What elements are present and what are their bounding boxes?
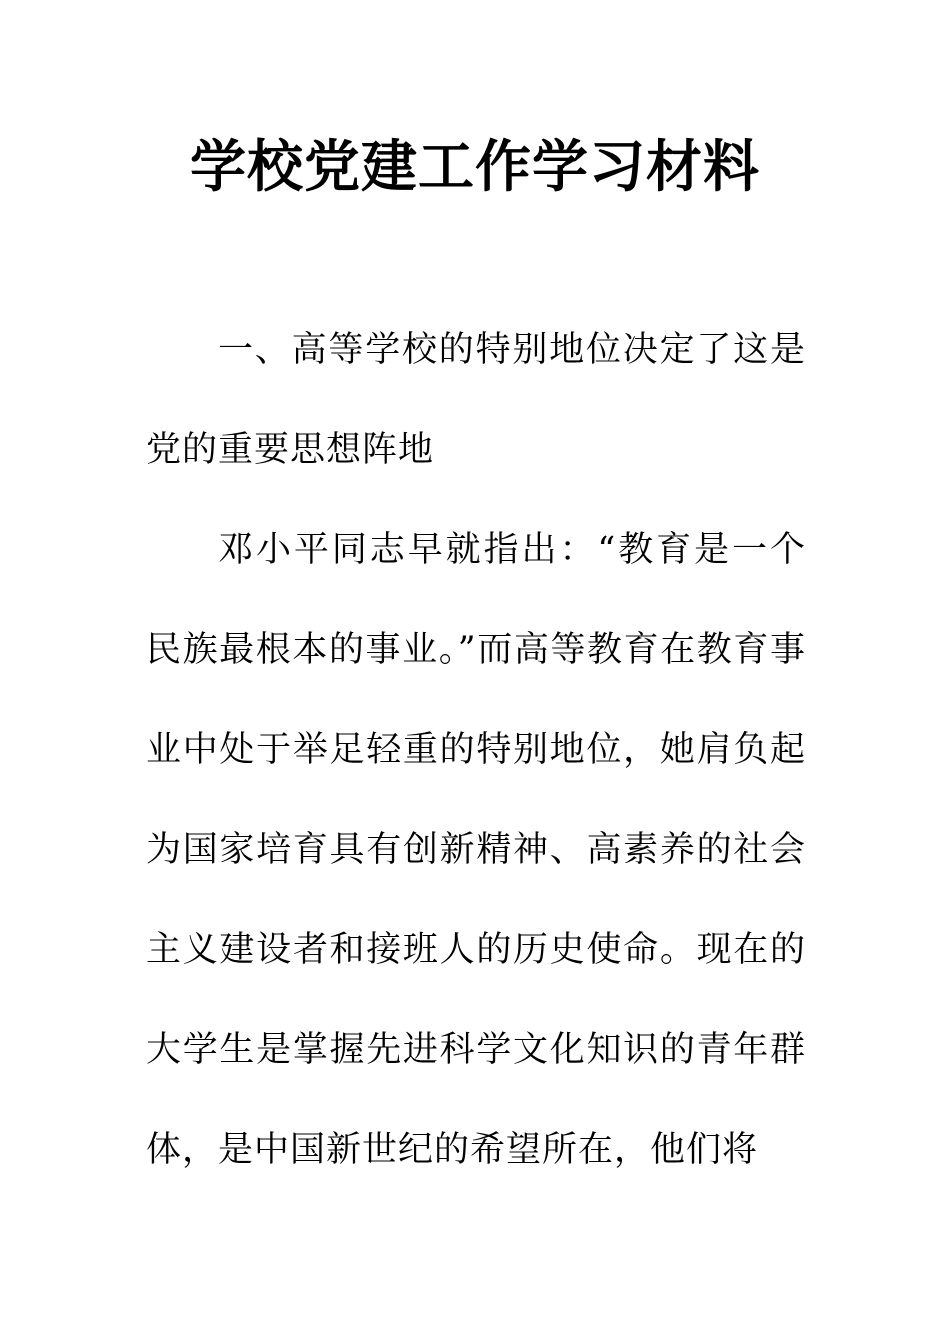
- section-heading-paragraph: 一、高等学校的特别地位决定了这是党的重要思想阵地: [146, 330, 806, 470]
- body-paragraph: 邓小平同志早就指出：“教育是一个民族最根本的事业。”而高等教育在教育事业中处于举足轻重的特别地位，她肩负起为国家培育具有创新精神、高素养的社会主义建设者和接班人的历史使命。现在的大学生是掌握先进科学文化知识的青年群体，是中国新世纪的希望所在，他们将: [146, 530, 806, 1170]
- document-title: 学校党建工作学习材料: [190, 135, 760, 200]
- document-body: [146, 300, 806, 1200]
